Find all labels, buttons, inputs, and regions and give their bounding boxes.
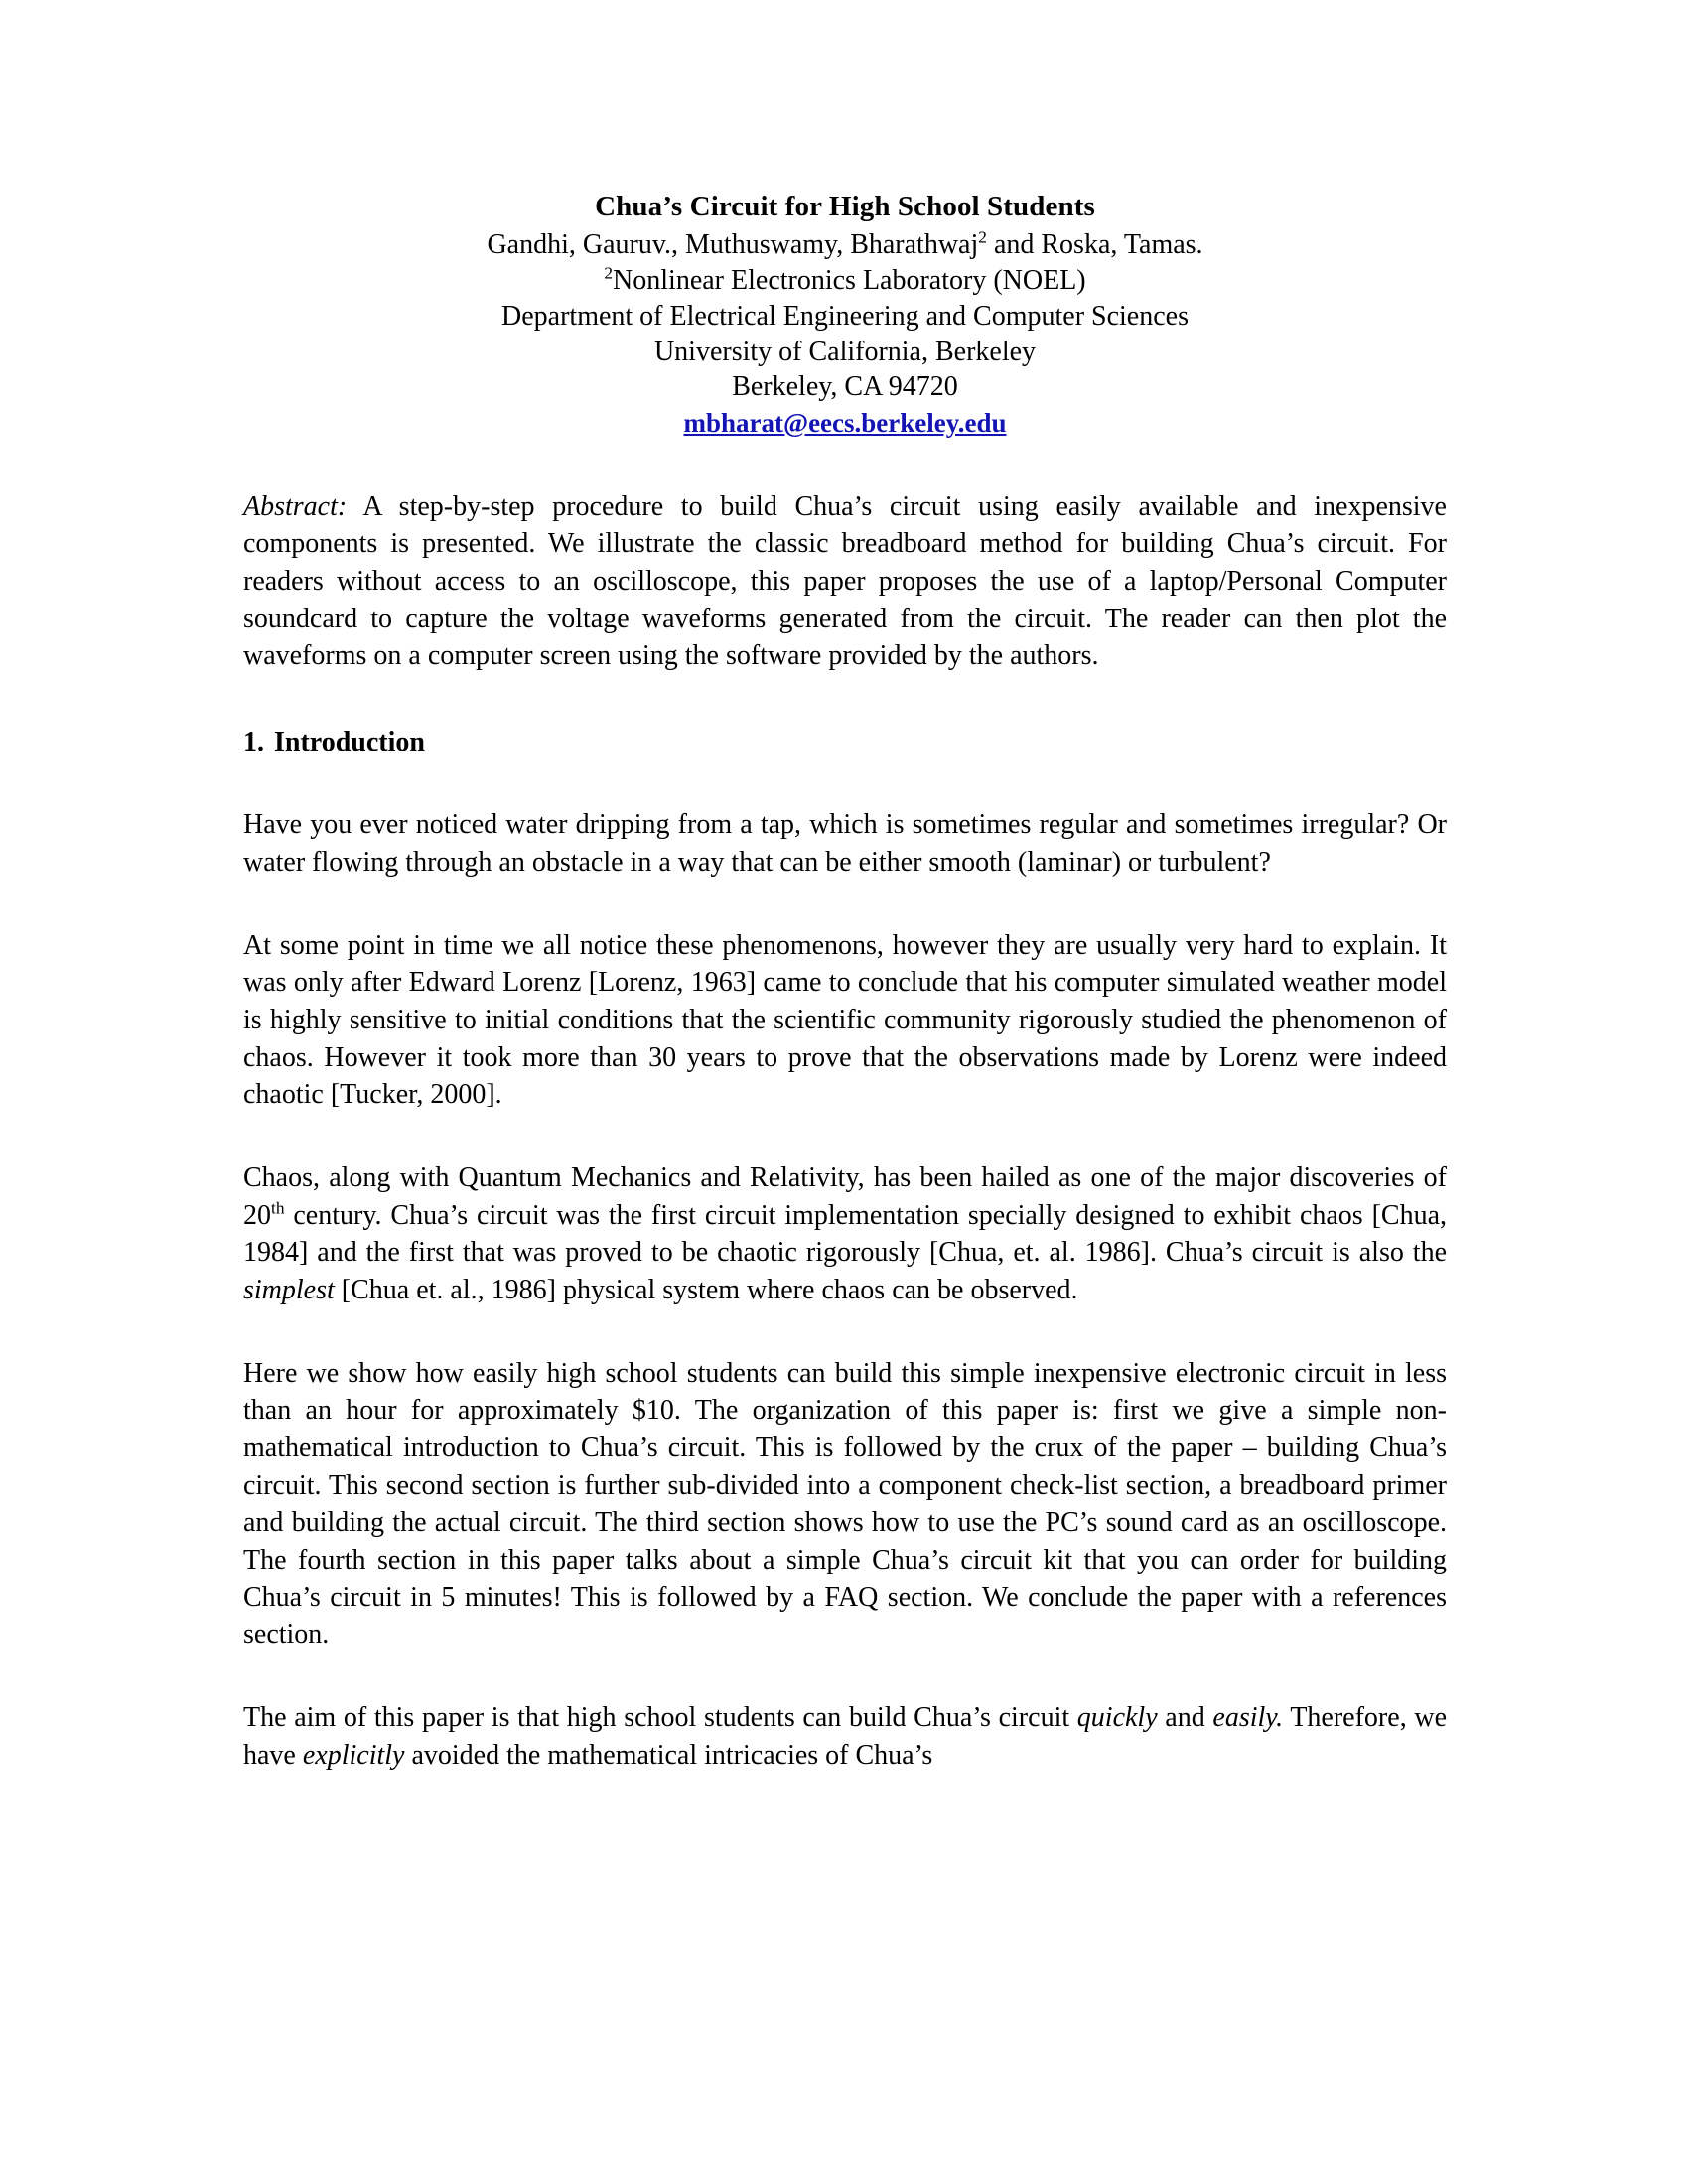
body-text: Chaos, along with Quantum Mechanics and Relativity, has been hailed as one of the major discoveries of 20 (243, 1162, 1447, 1231)
author-names-secondary: and Roska, Tamas. (986, 229, 1203, 261)
section-number: 1. (243, 727, 264, 758)
contact-email-link[interactable]: mbharat@eecs.berkeley.edu (683, 408, 1007, 439)
paragraph-intro-2 (243, 927, 1447, 1114)
abstract-label: Abstract: (243, 490, 348, 522)
superscript-text: th (271, 1198, 285, 1218)
body-text: avoided the mathematical intricacies of Chua’s (404, 1739, 933, 1771)
emphasis-text: easily. (1212, 1702, 1284, 1733)
paragraph-intro-5 (243, 1700, 1447, 1774)
body-text: century. Chua’s circuit was the first circuit implementation specially designed to exhibit chaos [Chua, 1984] and the first that was proved to be chaotic rigorously [Chua, et. al. 1986]. Chua’s circuit is also the (243, 1199, 1447, 1269)
emphasis-text: simplest (243, 1275, 335, 1306)
affiliation-city-state-zip: Berkeley, CA 94720 (732, 371, 958, 403)
emphasis-text: explicitly (302, 1739, 405, 1771)
author-affiliation-marker: 2 (978, 227, 987, 247)
abstract-paragraph (243, 488, 1447, 675)
contact-email-line (243, 406, 1447, 441)
author-byline (243, 227, 1447, 263)
section-heading-introduction (243, 725, 1447, 760)
body-text: Here we show how easily high school students can build this simple inexpensive electronic circuit in less than an hour for approximately $10. The organization of this paper is: first we give a simple non-mathematical introduction to Chua’s circuit. This is followed by the crux of the paper – building Chua’s circuit. This second section is further sub-divided into a component check-list section, a breadboard primer and building the actual circuit. The third section shows how to use the PC’s sound card as an oscilloscope. The fourth section in this paper talks about a simple Chua’s circuit kit that you can order for building Chua’s circuit in 5 minutes! This is followed by a FAQ section. We conclude the paper with a references section. (243, 1357, 1447, 1651)
affiliation-lab-line (243, 263, 1447, 299)
affiliation-marker: 2 (604, 263, 614, 283)
abstract-text: A step-by-step procedure to build Chua’s circuit using easily available and inexpensive components is presented. We illustrate the classic breadboard method for building Chua’s circuit. For readers without access to an oscilloscope, this paper proposes the use of a laptop/Personal Computer soundcard to capture the voltage waveforms generated from the circuit. The reader can then plot the waveforms on a computer screen using the software provided by the authors. (243, 490, 1447, 672)
page-title: Chua’s Circuit for High School Students (595, 191, 1095, 222)
body-text: [Chua et. al., 1986] physical system where chaos can be observed. (334, 1275, 1078, 1306)
paragraph-intro-4 (243, 1355, 1447, 1654)
paragraph-intro-3 (243, 1160, 1447, 1309)
paragraph-intro-1 (243, 806, 1447, 881)
affiliation-department: Department of Electrical Engineering and Computer Sciences (501, 300, 1189, 332)
body-text: The aim of this paper is that high school students can build Chua’s circuit (243, 1702, 1077, 1733)
author-names-primary: Gandhi, Gauruv., Muthuswamy, Bharathwaj (487, 229, 979, 261)
body-text: Have you ever noticed water dripping from a tap, which is sometimes regular and sometimes irregular? Or water flowing through an obstacle in a way that can be either smooth (laminar) or turbulent? (243, 809, 1447, 879)
title-block (243, 189, 1447, 441)
affiliation-lab: Nonlinear Electronics Laboratory (NOEL) (613, 264, 1086, 296)
affiliation-university: University of California, Berkeley (653, 336, 1037, 367)
emphasis-text: quickly (1076, 1702, 1158, 1733)
section-title: Introduction (274, 727, 425, 758)
page-content (243, 189, 1447, 1774)
body-text: Therefore, we have (243, 1702, 1447, 1771)
body-text: and (1157, 1702, 1213, 1733)
body-text: At some point in time we all notice these phenomenons, however they are usually very hard to explain. It was only after Edward Lorenz [Lorenz, 1963] came to conclude that his computer simulated weather model is highly sensitive to initial conditions that the scientific community rigorously studied the phenomenon of chaos. However it took more than 30 years to prove that the observations made by Lorenz were indeed chaotic [Tucker, 2000]. (243, 929, 1447, 1111)
